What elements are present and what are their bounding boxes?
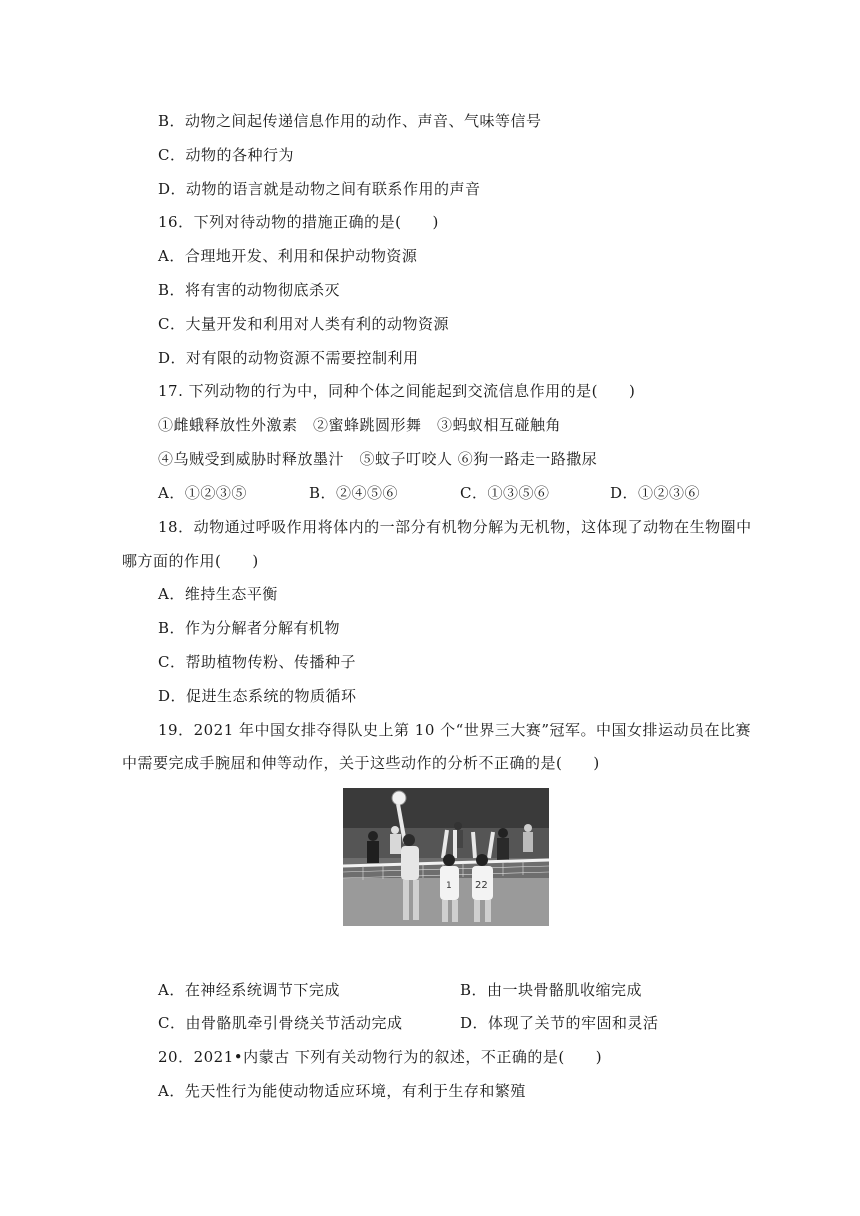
q17-option-c: C．①③⑤⑥ xyxy=(460,484,550,502)
q17-statements-2: ④乌贼受到威胁时释放墨汁 ⑤蚊子叮咬人 ⑥狗一路走一路撒尿 xyxy=(158,450,598,468)
q18-option-c: C．帮助植物传粉、传播种子 xyxy=(158,653,356,671)
q20-stem: 20．2021•内蒙古 下列有关动物行为的叙述，不正确的是( ) xyxy=(158,1048,603,1066)
q15-option-d: D．动物的语言就是动物之间有联系作用的声音 xyxy=(158,180,481,198)
q16-stem: 16．下列对待动物的措施正确的是( ) xyxy=(158,213,439,231)
q19-option-c: C．由骨骼肌牵引骨绕关节活动完成 xyxy=(158,1014,403,1032)
q16-option-c: C．大量开发和利用对人类有利的动物资源 xyxy=(158,315,449,333)
q19-option-a: A．在神经系统调节下完成 xyxy=(158,981,340,999)
q17-option-b: B．②④⑤⑥ xyxy=(309,484,399,502)
q17-option-d: D．①②③⑥ xyxy=(610,484,701,502)
q19-option-b: B．由一块骨骼肌收缩完成 xyxy=(460,981,643,999)
q18-option-d: D．促进生态系统的物质循环 xyxy=(158,687,357,705)
jersey-number-1: 1 xyxy=(446,881,452,891)
q16-option-a: A．合理地开发、利用和保护动物资源 xyxy=(158,247,418,265)
q18-option-b: B．作为分解者分解有机物 xyxy=(158,619,341,637)
q18-stem-line2: 哪方面的作用( ) xyxy=(122,552,259,570)
q17-option-a: A．①②③⑤ xyxy=(158,484,247,502)
jersey-number-22: 22 xyxy=(475,880,488,891)
q19-stem-line2: 中需要完成手腕屈和伸等动作，关于这些动作的分析不正确的是( ) xyxy=(122,754,600,772)
q17-stem: 17. 下列动物的行为中，同种个体之间能起到交流信息作用的是( ) xyxy=(158,382,636,400)
q15-option-b: B．动物之间起传递信息作用的动作、声音、气味等信号 xyxy=(158,112,542,130)
q15-option-c: C．动物的各种行为 xyxy=(158,146,294,164)
q19-stem-line1: 19．2021 年中国女排夺得队史上第 10 个“世界三大赛”冠军。中国女排运动员在比赛 xyxy=(158,721,751,739)
volleyball-photo xyxy=(343,788,549,926)
q19-option-d: D．体现了关节的牢固和灵活 xyxy=(460,1014,659,1032)
q18-stem-line1: 18．动物通过呼吸作用将体内的一部分有机物分解为无机物，这体现了动物在生物圈中 xyxy=(158,518,752,536)
q18-option-a: A．维持生态平衡 xyxy=(158,585,278,603)
q17-statements-1: ①雌蛾释放性外激素 ②蜜蜂跳圆形舞 ③蚂蚁相互碰触角 xyxy=(158,416,562,434)
q16-option-d: D．对有限的动物资源不需要控制利用 xyxy=(158,349,419,367)
q20-option-a: A．先天性行为能使动物适应环境，有利于生存和繁殖 xyxy=(158,1082,526,1100)
q16-option-b: B．将有害的动物彻底杀灭 xyxy=(158,281,341,299)
